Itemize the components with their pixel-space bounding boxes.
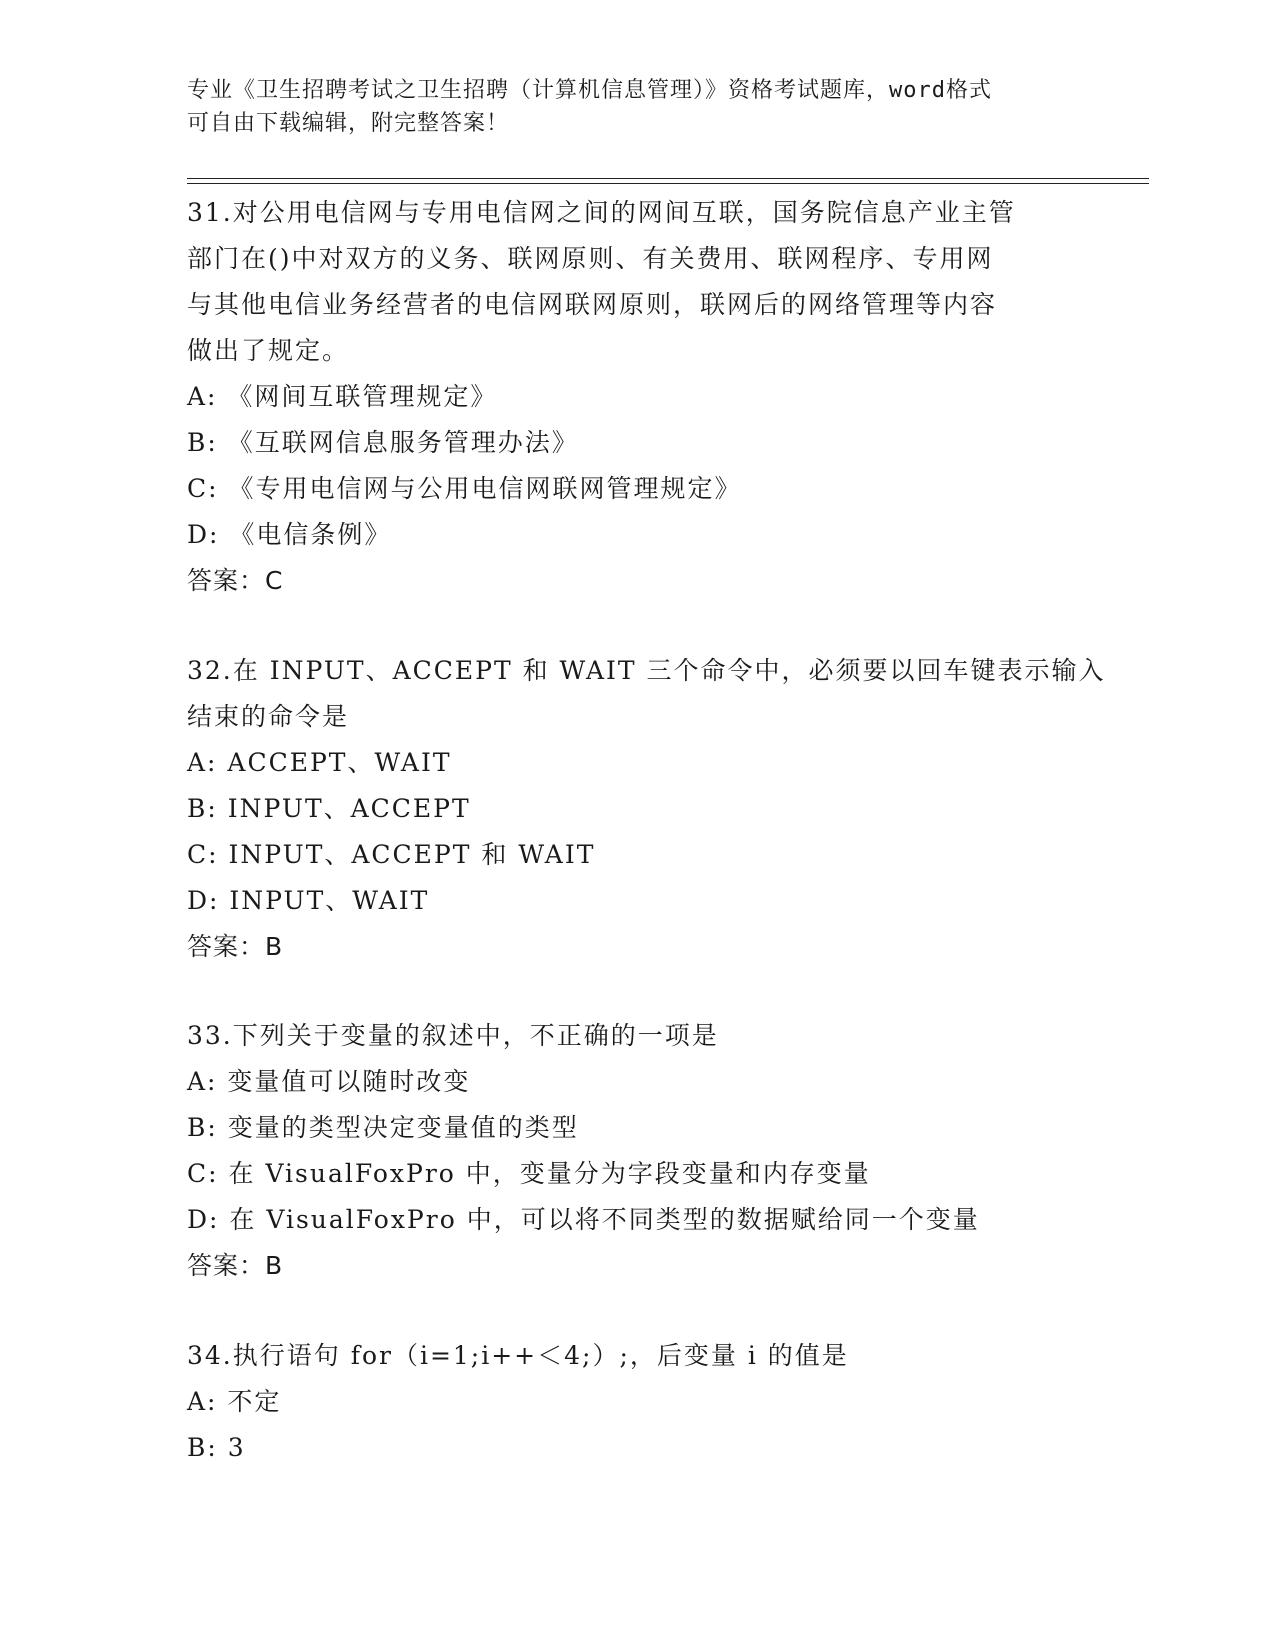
option-d: D: 在 VisualFoxPro 中，可以将不同类型的数据赋给同一个变量 (187, 1205, 980, 1234)
answer-line: 答案：B (187, 932, 284, 961)
question-33 (187, 1013, 1087, 1289)
header-divider-top (187, 178, 1149, 179)
option-c: C: 在 VisualFoxPro 中，变量分为字段变量和内存变量 (187, 1159, 871, 1188)
option-d: D: 《电信条例》 (187, 520, 392, 549)
header-line-2: 可自由下载编辑，附完整答案！ (187, 111, 510, 136)
question-stem-line: 34.执行语句 for（i=1;i++＜4;）;，后变量 i 的值是 (187, 1341, 849, 1370)
question-stem-line: 31.对公用电信网与专用电信网之间的网间互联，国务院信息产业主管 (187, 198, 1016, 227)
question-stem-line: 32.在 INPUT、ACCEPT 和 WAIT 三个命令中，必须要以回车键表示输入 (187, 656, 1106, 685)
option-d: D: INPUT、WAIT (187, 886, 430, 915)
question-stem-line: 与其他电信业务经营者的电信网联网原则，联网后的网络管理等内容 (187, 290, 998, 319)
option-b: B: 3 (187, 1433, 246, 1462)
question-32 (187, 648, 1106, 970)
header-divider-bottom (187, 183, 1149, 184)
answer-line: 答案：B (187, 1251, 284, 1280)
option-c: C: 《专用电信网与公用电信网联网管理规定》 (187, 474, 742, 503)
question-stem-line: 部门在()中对双方的义务、联网原则、有关费用、联网程序、专用网 (187, 244, 994, 273)
header-line-1: 专业《卫生招聘考试之卫生招聘（计算机信息管理）》资格考试题库，word格式 (187, 78, 992, 103)
answer-line: 答案：C (187, 566, 284, 595)
document-header (187, 74, 1067, 140)
option-c: C: INPUT、ACCEPT 和 WAIT (187, 840, 596, 869)
option-a: A: 变量值可以随时改变 (187, 1067, 471, 1096)
question-stem-line: 33.下列关于变量的叙述中，不正确的一项是 (187, 1021, 719, 1050)
option-b: B: INPUT、ACCEPT (187, 794, 471, 823)
question-31 (187, 190, 1087, 604)
question-stem-line: 做出了规定。 (187, 336, 350, 365)
option-a: A: ACCEPT、WAIT (187, 748, 452, 777)
question-stem-line: 结束的命令是 (187, 702, 350, 731)
question-34 (187, 1333, 1087, 1471)
option-a: A: 不定 (187, 1387, 282, 1416)
option-b: B: 《互联网信息服务管理办法》 (187, 428, 579, 457)
option-a: A: 《网间互联管理规定》 (187, 382, 498, 411)
option-b: B: 变量的类型决定变量值的类型 (187, 1113, 579, 1142)
